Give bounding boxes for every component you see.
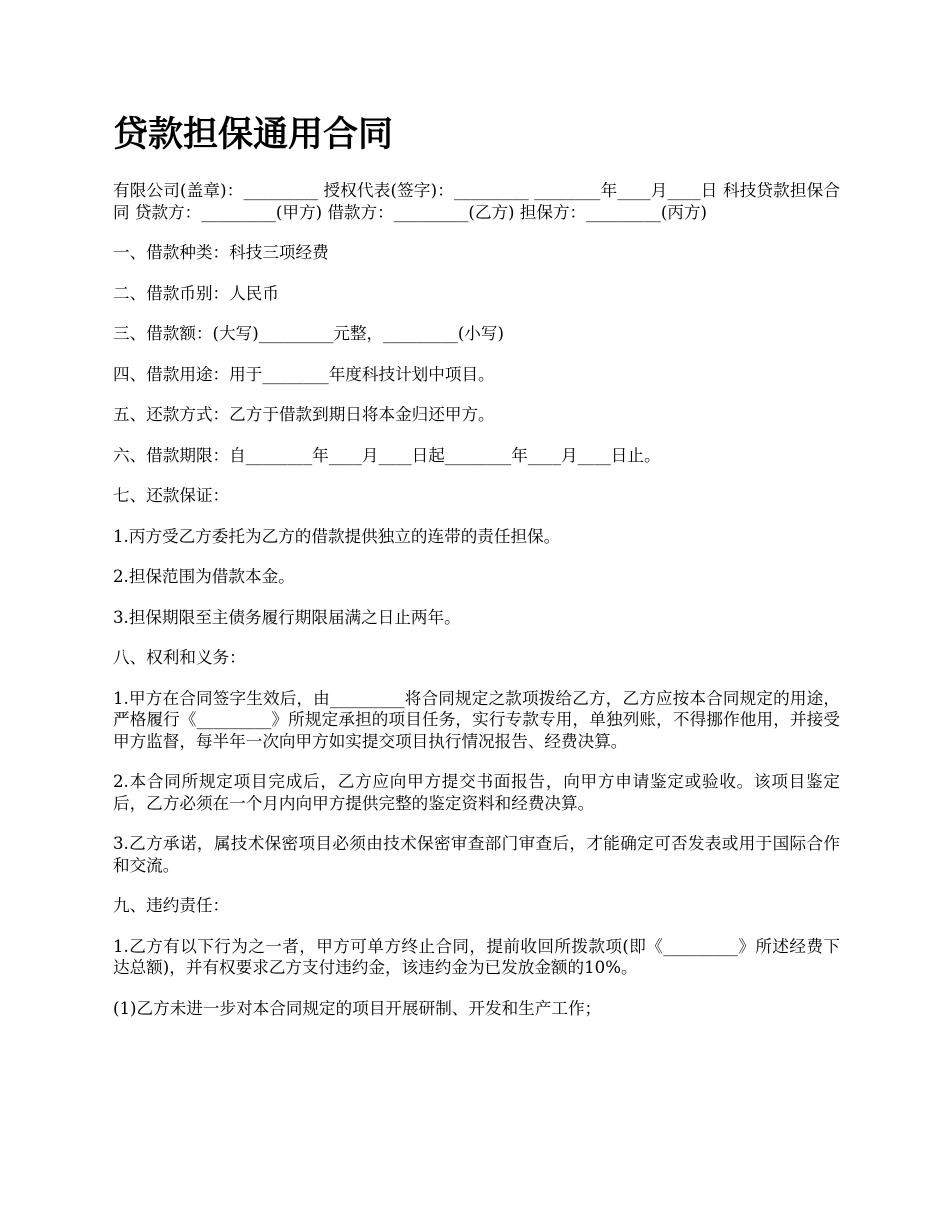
clause-4-purpose: 四、借款用途：用于________年度科技计划中项目。 — [113, 364, 495, 384]
clause-1-loan-type: 一、借款种类：科技三项经费 — [113, 243, 329, 262]
clause-5-repayment: 五、还款方式：乙方于借款到期日将本金归还甲方。 — [113, 405, 495, 424]
clause-3-amount: 三、借款额：(大写)_________元整，_________(小写) — [113, 324, 504, 343]
clause-8-item-2: 2.本合同所规定项目完成后，乙方应向甲方提交书面报告，向甲方申请鉴定或验收。该项目鉴定后，乙方必须在一个月内向甲方提供完整的鉴定资料和经费决算。 — [113, 772, 840, 813]
clause-7-item-1: 1.丙方受乙方委托为乙方的借款提供独立的连带的责任担保。 — [113, 526, 561, 546]
clause-7-heading: 七、还款保证： — [113, 486, 230, 505]
document-title: 贷款担保通用合同 — [113, 115, 394, 155]
clause-8-item-1: 1.甲方在合同签字生效后，由_________将合同规定之款项拨给乙方，乙方应按本合同规定的用途，严格履行《_________》所规定承担的项目任务，实行专款专用，单独列账，不得挪作他用，并接受甲方监督，每半年一次向甲方如实提交项目执行情况报告、经费决算。 — [113, 688, 840, 751]
clause-7-item-2: 2.担保范围为借款本金。 — [113, 567, 295, 586]
clause-8-item-3: 3.乙方承诺，属技术保密项目必须由技术保密审查部门审查后，才能确定可否发表或用于国际合作和交流。 — [113, 834, 840, 875]
clause-9-heading: 九、违约责任： — [113, 896, 230, 915]
document-body — [113, 180, 840, 1038]
clause-9-item-1: 1.乙方有以下行为之一者，甲方可单方终止合同，提前收回所拨款项(即《_________》所述经费下达总额)，并有权要求乙方支付违约金，该违约金为已发放金额的10%。 — [113, 936, 840, 977]
clause-7-item-3: 3.担保期限至主债务履行期限届满之日止两年。 — [113, 607, 461, 627]
clause-8-heading: 八、权利和义务： — [113, 648, 246, 667]
clause-2-currency: 二、借款币别：人民币 — [113, 283, 279, 303]
clause-9-subitem-1: (1)乙方未进一步对本合同规定的项目开展研制、开发和生产工作； — [113, 998, 602, 1018]
parties-paragraph: 有限公司(盖章)：_________ 授权代表(签字)：_________ ________年____月____日 科技贷款担保合同 贷款方：_________(甲方) 借款方：_________(乙方) 担保方：_________(丙方) — [113, 181, 840, 222]
clause-6-term: 六、借款期限：自________年____月____日起________年____月____日止。 — [113, 445, 661, 465]
